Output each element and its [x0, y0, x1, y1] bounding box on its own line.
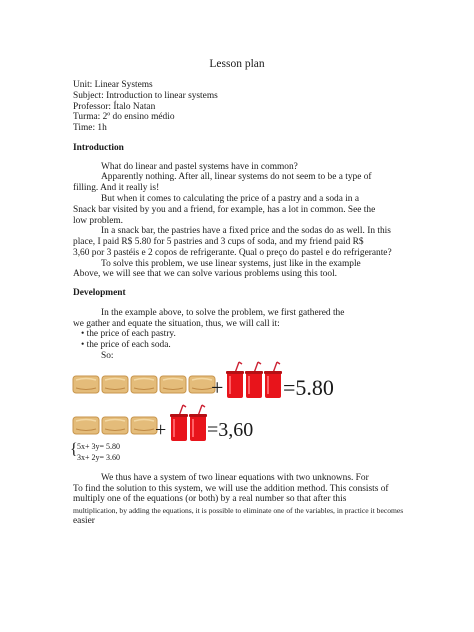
intro-line: place, I paid R$ 5.80 for 5 pastries and 3 cups of soda, and my friend paid R$: [73, 237, 364, 247]
bullet-icon: •: [81, 340, 85, 350]
intro-line: But when it comes to calculating the price of a pastry and a soda in a: [101, 194, 359, 204]
plus-sign: +: [211, 375, 224, 400]
intro-line: To solve this problem, we use linear systems, just like in the example: [101, 259, 361, 269]
subject-line: Subject: Introduction to linear systems: [73, 91, 218, 101]
pastry-image: [159, 374, 187, 395]
intro-line: In a snack bar, the pastries have a fixed price and the sodas do as well. In this: [101, 226, 391, 236]
pastry-image: [101, 374, 129, 395]
pastry-image: [72, 374, 100, 395]
professor-line: Professor: Ítalo Natan: [73, 102, 156, 112]
brace-icon: {: [70, 441, 78, 458]
bullet-text: the price of each soda.: [84, 340, 171, 350]
soda-can-image: [170, 404, 188, 447]
dev-after-line: multiply one of the equations (or both) by a real number so that after this: [73, 494, 347, 504]
development-heading: Development: [73, 288, 126, 298]
soda-can-image: [264, 361, 282, 404]
dev-after-line: We thus have a system of two linear equations with two unknowns. For: [101, 473, 369, 483]
pastry-image: [101, 415, 129, 436]
introduction-heading: Introduction: [73, 143, 124, 153]
soda-can-image: [245, 361, 263, 404]
intro-line: Apparently nothing. After all, linear systems do not seem to be a type of: [101, 172, 372, 182]
pastry-image: [130, 374, 158, 395]
equation-1-result: =5.80: [283, 375, 334, 400]
soda-can-image: [189, 404, 207, 447]
time-line: Time: 1h: [73, 123, 107, 133]
intro-line: 3,60 por 3 pastéis e 2 copos de refrigerante. Qual o preço do pastel e do refrigerante?: [73, 248, 392, 258]
pastry-image: [72, 415, 100, 436]
intro-line: Above, we will see that we can solve various problems using this tool.: [73, 269, 338, 279]
equation-2-result: =3,60: [207, 419, 254, 441]
turma-line: Turma: 2º do ensino médio: [73, 112, 175, 122]
intro-line: What do linear and pastel systems have in common?: [101, 162, 298, 172]
so-label: So:: [101, 351, 114, 361]
intro-line: low problem.: [73, 216, 123, 226]
bullet-item: [81, 340, 171, 351]
system-equation: 3x+ 2y= 3.60: [77, 453, 121, 462]
dev-line: In the example above, to solve the problem, we first gathered the: [101, 308, 345, 318]
dev-line: we gather and equate the situation, thus, we will call it:: [73, 319, 280, 329]
system-equation: 5x+ 3y= 5.80: [77, 442, 121, 451]
bullet-text: the price of each pastry.: [84, 329, 176, 339]
soda-can-image: [226, 361, 244, 404]
bullet-item: [81, 329, 176, 340]
plus-sign: +: [155, 419, 167, 441]
intro-line: filling. And it really is!: [73, 183, 160, 193]
intro-line: Snack bar visited by you and a friend, for example, has a lot in common. See the: [73, 205, 376, 215]
dev-after-line: To find the solution to this system, we will use the addition method. This consists of: [73, 484, 389, 494]
dev-after-line: easier: [73, 516, 95, 526]
dev-after-line: multiplication, by adding the equations, it is possible to eliminate one of the variables, in practice it becomes: [73, 506, 404, 515]
bullet-icon: •: [81, 329, 85, 339]
unit-line: Unit: Linear Systems: [73, 80, 153, 90]
page-title: Lesson plan: [209, 58, 265, 70]
pastry-image: [130, 415, 158, 436]
